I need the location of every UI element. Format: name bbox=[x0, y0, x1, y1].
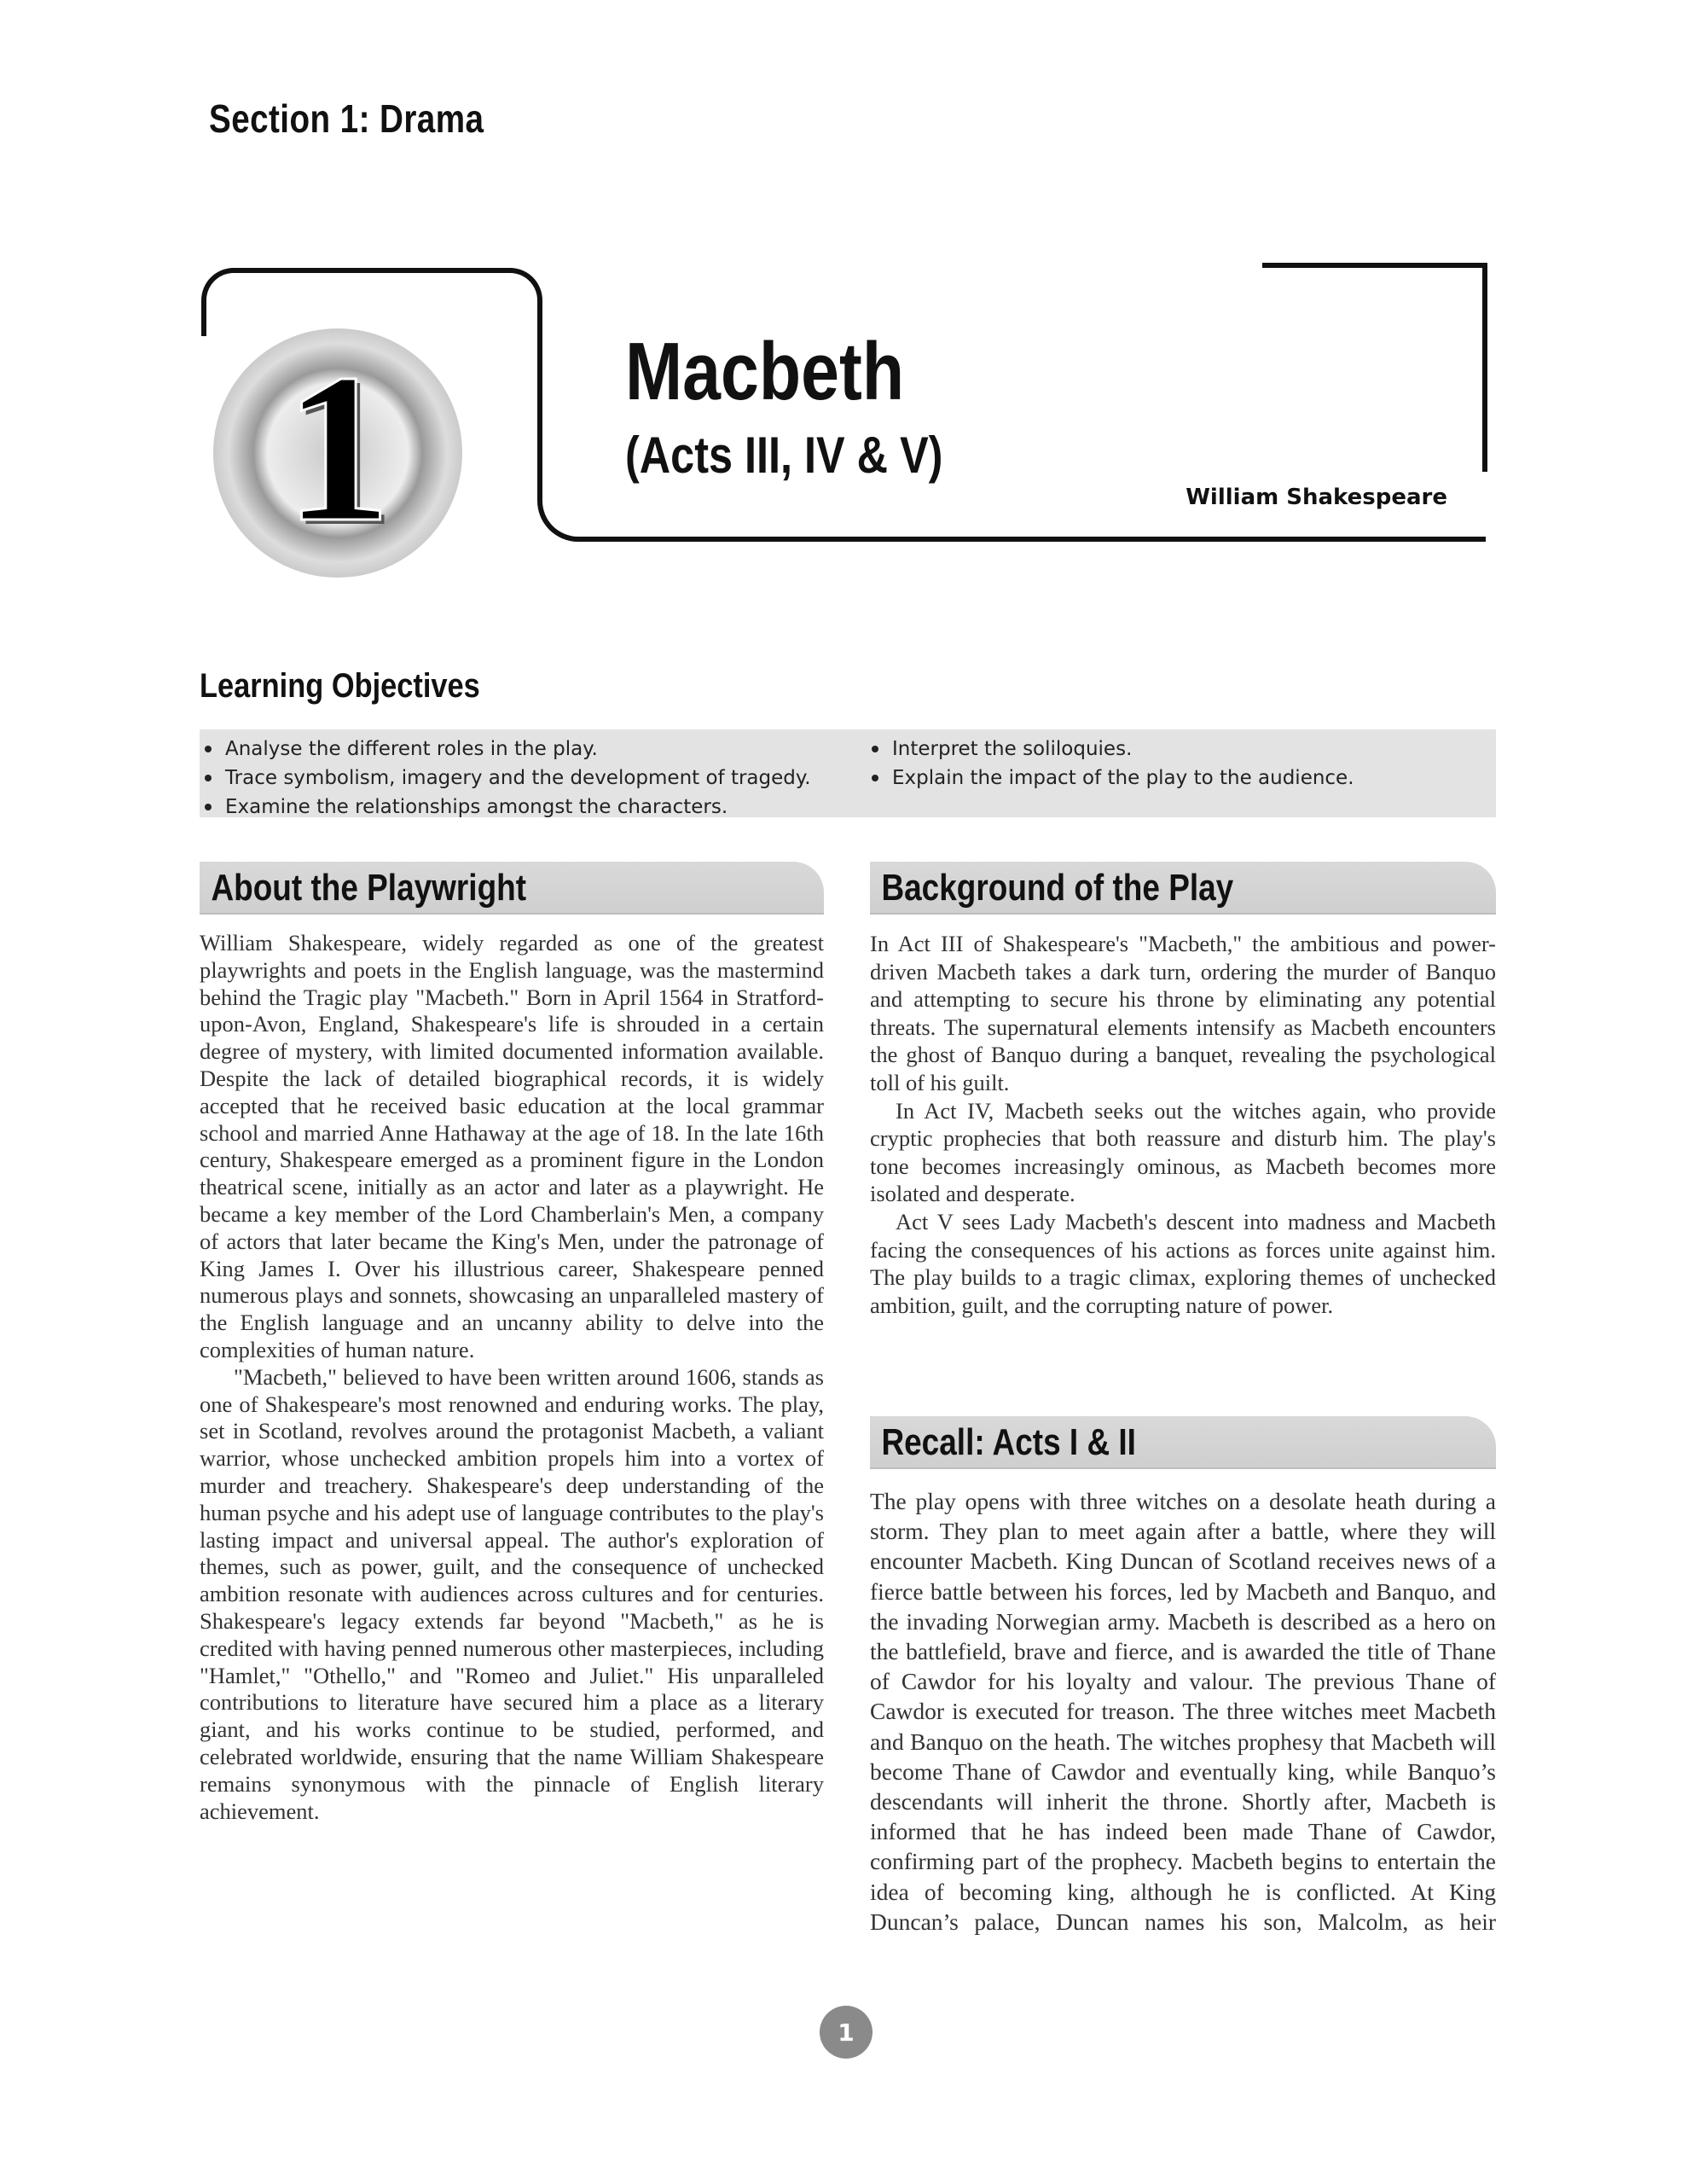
about-playwright-heading: About the Playwright bbox=[211, 867, 527, 909]
chapter-frame-bottom-rule bbox=[627, 537, 1486, 542]
learning-objective-item: Interpret the soliloquies. bbox=[867, 735, 1496, 764]
about-playwright-paragraph: "Macbeth," believed to have been written around 1606, stands as one of Shakespeare's most renowned and enduring works. The play, set in Scotland, revolves around the protagonist Macbeth, a valiant warrior, whose unchecked ambition propels him into a vortex of murder and treachery. Shakespeare's deep understanding of the human psyche and his adept use of language contributes to the play's lasting impact and universal appeal. The author's exploration of themes, such as power, guilt, and the consequence of unchecked ambition resonate with audiences across cultures and for centuries. Shakespeare's legacy extends far beyond "Macbeth," as he is credited with having penned numerous other masterpieces, including "Hamlet," "Othello," and "Romeo and Juliet." His unparalleled contributions to literature have secured him a place as a literary giant, and his works continue to be studied, performed, and celebrated worldwide, ensuring that the name William Shakespeare remains synonymous with the pinnacle of English literary achievement. bbox=[200, 1363, 824, 1824]
about-playwright-header bbox=[200, 862, 824, 915]
background-paragraph: In Act III of Shakespeare's "Macbeth," the ambitious and power-driven Macbeth takes a dark turn, ordering the murder of Banquo and attempting to secure his throne by eliminating any potential threats. The supernatural elements intensify as Macbeth encounters the ghost of Banquo during a banquet, revealing the psychological toll of his guilt. bbox=[870, 931, 1496, 1095]
background-text bbox=[870, 930, 1496, 1319]
learning-objectives-list-left bbox=[200, 735, 865, 822]
recall-paragraph: The play opens with three witches on a desolate heath during a storm. They plan to meet again after a battle, where they will encounter Macbeth. King Duncan of Scotland receives news of a fierce battle between his forces, led by Macbeth and Banquo, and the invading Norwegian army. Macbeth is described as a hero on the battlefield, brave and fierce, and is awarded the title of Thane of Cawdor for his loyalty and valour. The previous Thane of Cawdor is executed for treason. The three witches meet Macbeth and Banquo on the heath. The witches prophesy that Macbeth will become Thane of Cawdor and eventually king, while Banquo’s descendants will inherit the throne. Shortly after, Macbeth is informed that he has indeed been made Thane of Cawdor, confirming part of the prophecy. Macbeth begins to entertain the idea of becoming king, although he is conflicted. At King Duncan’s palace, Duncan names his son, Malcolm, as heir bbox=[870, 1488, 1496, 1935]
learning-objectives-heading: Learning Objectives bbox=[200, 667, 480, 705]
learning-objective-item: Analyse the different roles in the play. bbox=[200, 735, 865, 764]
chapter-frame-corner bbox=[537, 333, 631, 542]
section-label: Section 1: Drama bbox=[209, 96, 484, 141]
recall-heading: Recall: Acts I & II bbox=[881, 1421, 1136, 1463]
learning-objective-item: Examine the relationships amongst the characters. bbox=[200, 793, 865, 822]
about-playwright-text bbox=[200, 930, 824, 1825]
background-paragraph: In Act IV, Macbeth seeks out the witches again, who provide cryptic prophecies that both reassure and disturb him. The play's tone becomes increasingly ominous, as Macbeth becomes more isolated and desperate. bbox=[870, 1097, 1496, 1207]
chapter-title: Macbeth bbox=[625, 326, 905, 417]
chapter-number: 1 bbox=[284, 330, 391, 566]
chapter-frame-right bbox=[1262, 263, 1487, 472]
background-paragraph: Act V sees Lady Macbeth's descent into madness and Macbeth facing the consequences of his actions as forces unite against him. The play builds to a tragic climax, exploring themes of unchecked ambition, guilt, and the corrupting nature of power. bbox=[870, 1208, 1496, 1318]
chapter-subtitle: (Acts III, IV & V) bbox=[625, 427, 943, 484]
author-name: William Shakespeare bbox=[1186, 485, 1447, 510]
learning-objective-item: Explain the impact of the play to the audience. bbox=[867, 764, 1496, 793]
about-playwright-paragraph: William Shakespeare, widely regarded as one of the greatest playwrights and poets in the English language, was the mastermind behind the Tragic play "Macbeth." Born in April 1564 in Stratford-upon-Avon, England, Shakespeare's life is shrouded in a certain degree of mystery, with limited documented information available. Despite the lack of detailed biographical records, it is widely accepted that he received basic education at the local grammar school and married Anne Hathaway at the age of 18. In the late 16th century, Shakespeare emerged as a prominent figure in the London theatrical scene, initially as an actor and later as a playwright. He became a key member of the Lord Chamberlain's Men, a company of actors that later became the King's Men, under the patronage of King James I. Over his illustrious career, Shakespeare penned numerous plays and sonnets, showcasing an unparalleled mastery of the English language and an uncanny ability to delve into the complexities of human nature. bbox=[200, 930, 824, 1362]
recall-header bbox=[870, 1416, 1496, 1469]
page-number: 1 bbox=[820, 2006, 872, 2059]
recall-text bbox=[870, 1486, 1496, 1937]
background-heading: Background of the Play bbox=[881, 867, 1234, 909]
learning-objectives-list-right bbox=[867, 735, 1496, 793]
learning-objective-item: Trace symbolism, imagery and the development of tragedy. bbox=[200, 764, 865, 793]
background-header bbox=[870, 862, 1496, 915]
learning-objectives-box bbox=[200, 729, 1496, 817]
